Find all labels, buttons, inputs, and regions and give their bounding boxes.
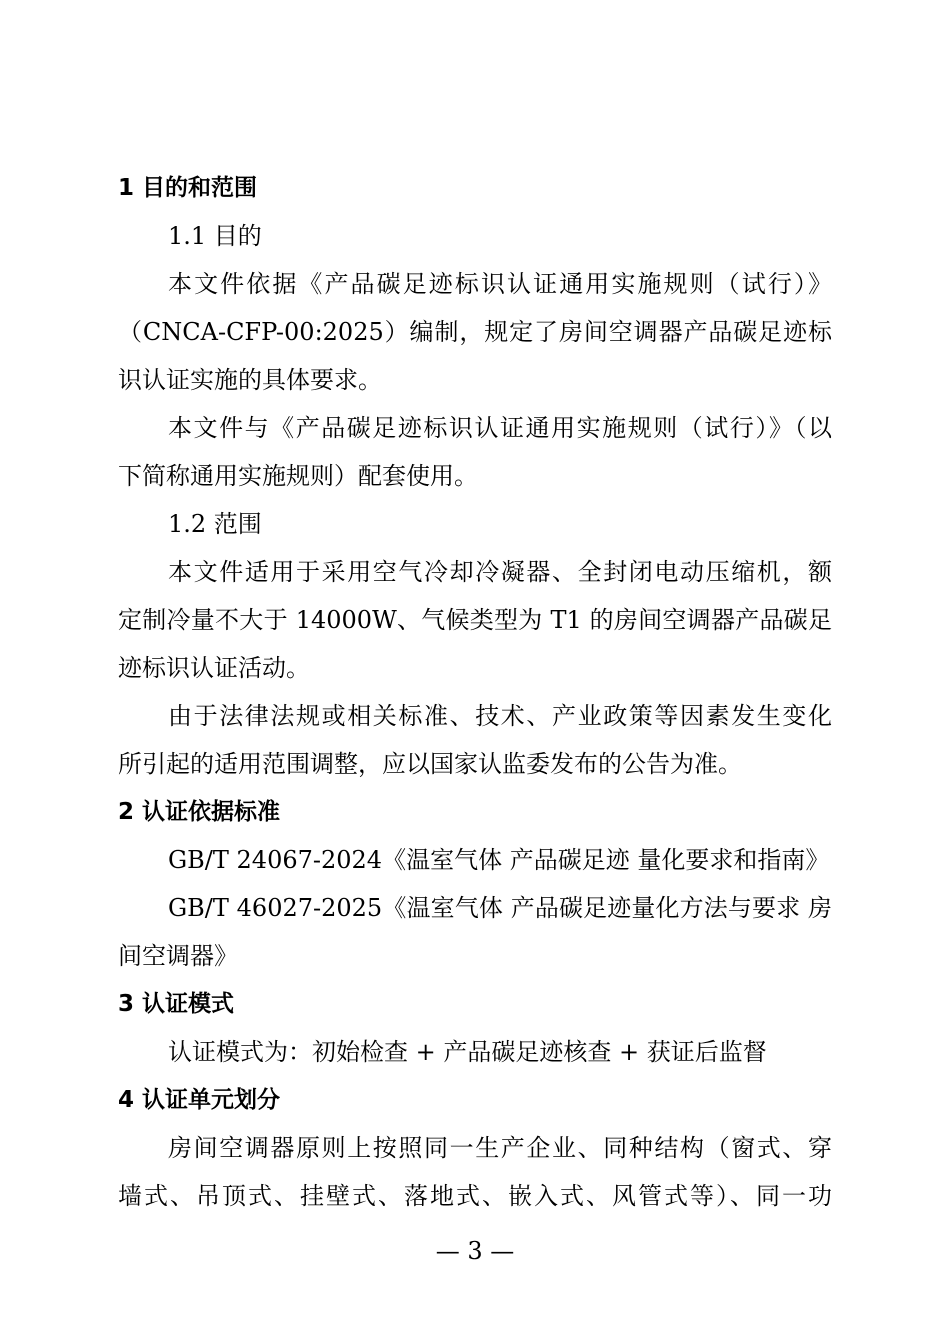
paragraph-line: 迹标识认证活动。 <box>118 654 310 682</box>
section-4-heading: 4 认证单元划分 <box>118 1087 281 1113</box>
paragraph-line: 识认证实施的具体要求。 <box>118 366 382 394</box>
standard-reference: GB/T 46027-2025《温室气体 产品碳足迹量化方法与要求 房 <box>168 894 832 922</box>
certification-mode-text: 认证模式为：初始检查 + 产品碳足迹核查 + 获证后监督 <box>168 1038 767 1066</box>
paragraph-line: 所引起的适用范围调整，应以国家认监委发布的公告为准。 <box>118 750 742 778</box>
paragraph-line: 墙式、吊顶式、挂壁式、落地式、嵌入式、风管式等）、同一功 <box>118 1182 832 1210</box>
paragraph-line: 定制冷量不大于 14000W、气候类型为 T1 的房间空调器产品碳足 <box>118 606 832 634</box>
page-number: — 3 — <box>435 1237 515 1265</box>
subsection-1-1-title: 1.1 目的 <box>168 222 262 250</box>
paragraph-line: 本文件依据《产品碳足迹标识认证通用实施规则（试行）》 <box>168 270 832 298</box>
subsection-1-2-title: 1.2 范围 <box>168 510 262 538</box>
section-3-heading: 3 认证模式 <box>118 991 235 1017</box>
paragraph-line: 下简称通用实施规则）配套使用。 <box>118 462 478 490</box>
standard-reference: GB/T 24067-2024《温室气体 产品碳足迹 量化要求和指南》 <box>168 846 830 874</box>
paragraph-line: 由于法律法规或相关标准、技术、产业政策等因素发生变化 <box>168 702 832 730</box>
section-2-heading: 2 认证依据标准 <box>118 799 281 825</box>
paragraph-line: 本文件与《产品碳足迹标识认证通用实施规则（试行）》（以 <box>168 414 832 442</box>
standard-reference-continued: 间空调器》 <box>118 942 238 970</box>
section-1-heading: 1 目的和范围 <box>118 175 258 201</box>
paragraph-line: 房间空调器原则上按照同一生产企业、同种结构（窗式、穿 <box>168 1134 832 1162</box>
paragraph-line: （CNCA-CFP-00:2025）编制，规定了房间空调器产品碳足迹标 <box>118 318 832 346</box>
paragraph-line: 本文件适用于采用空气冷却冷凝器、全封闭电动压缩机，额 <box>168 558 832 586</box>
